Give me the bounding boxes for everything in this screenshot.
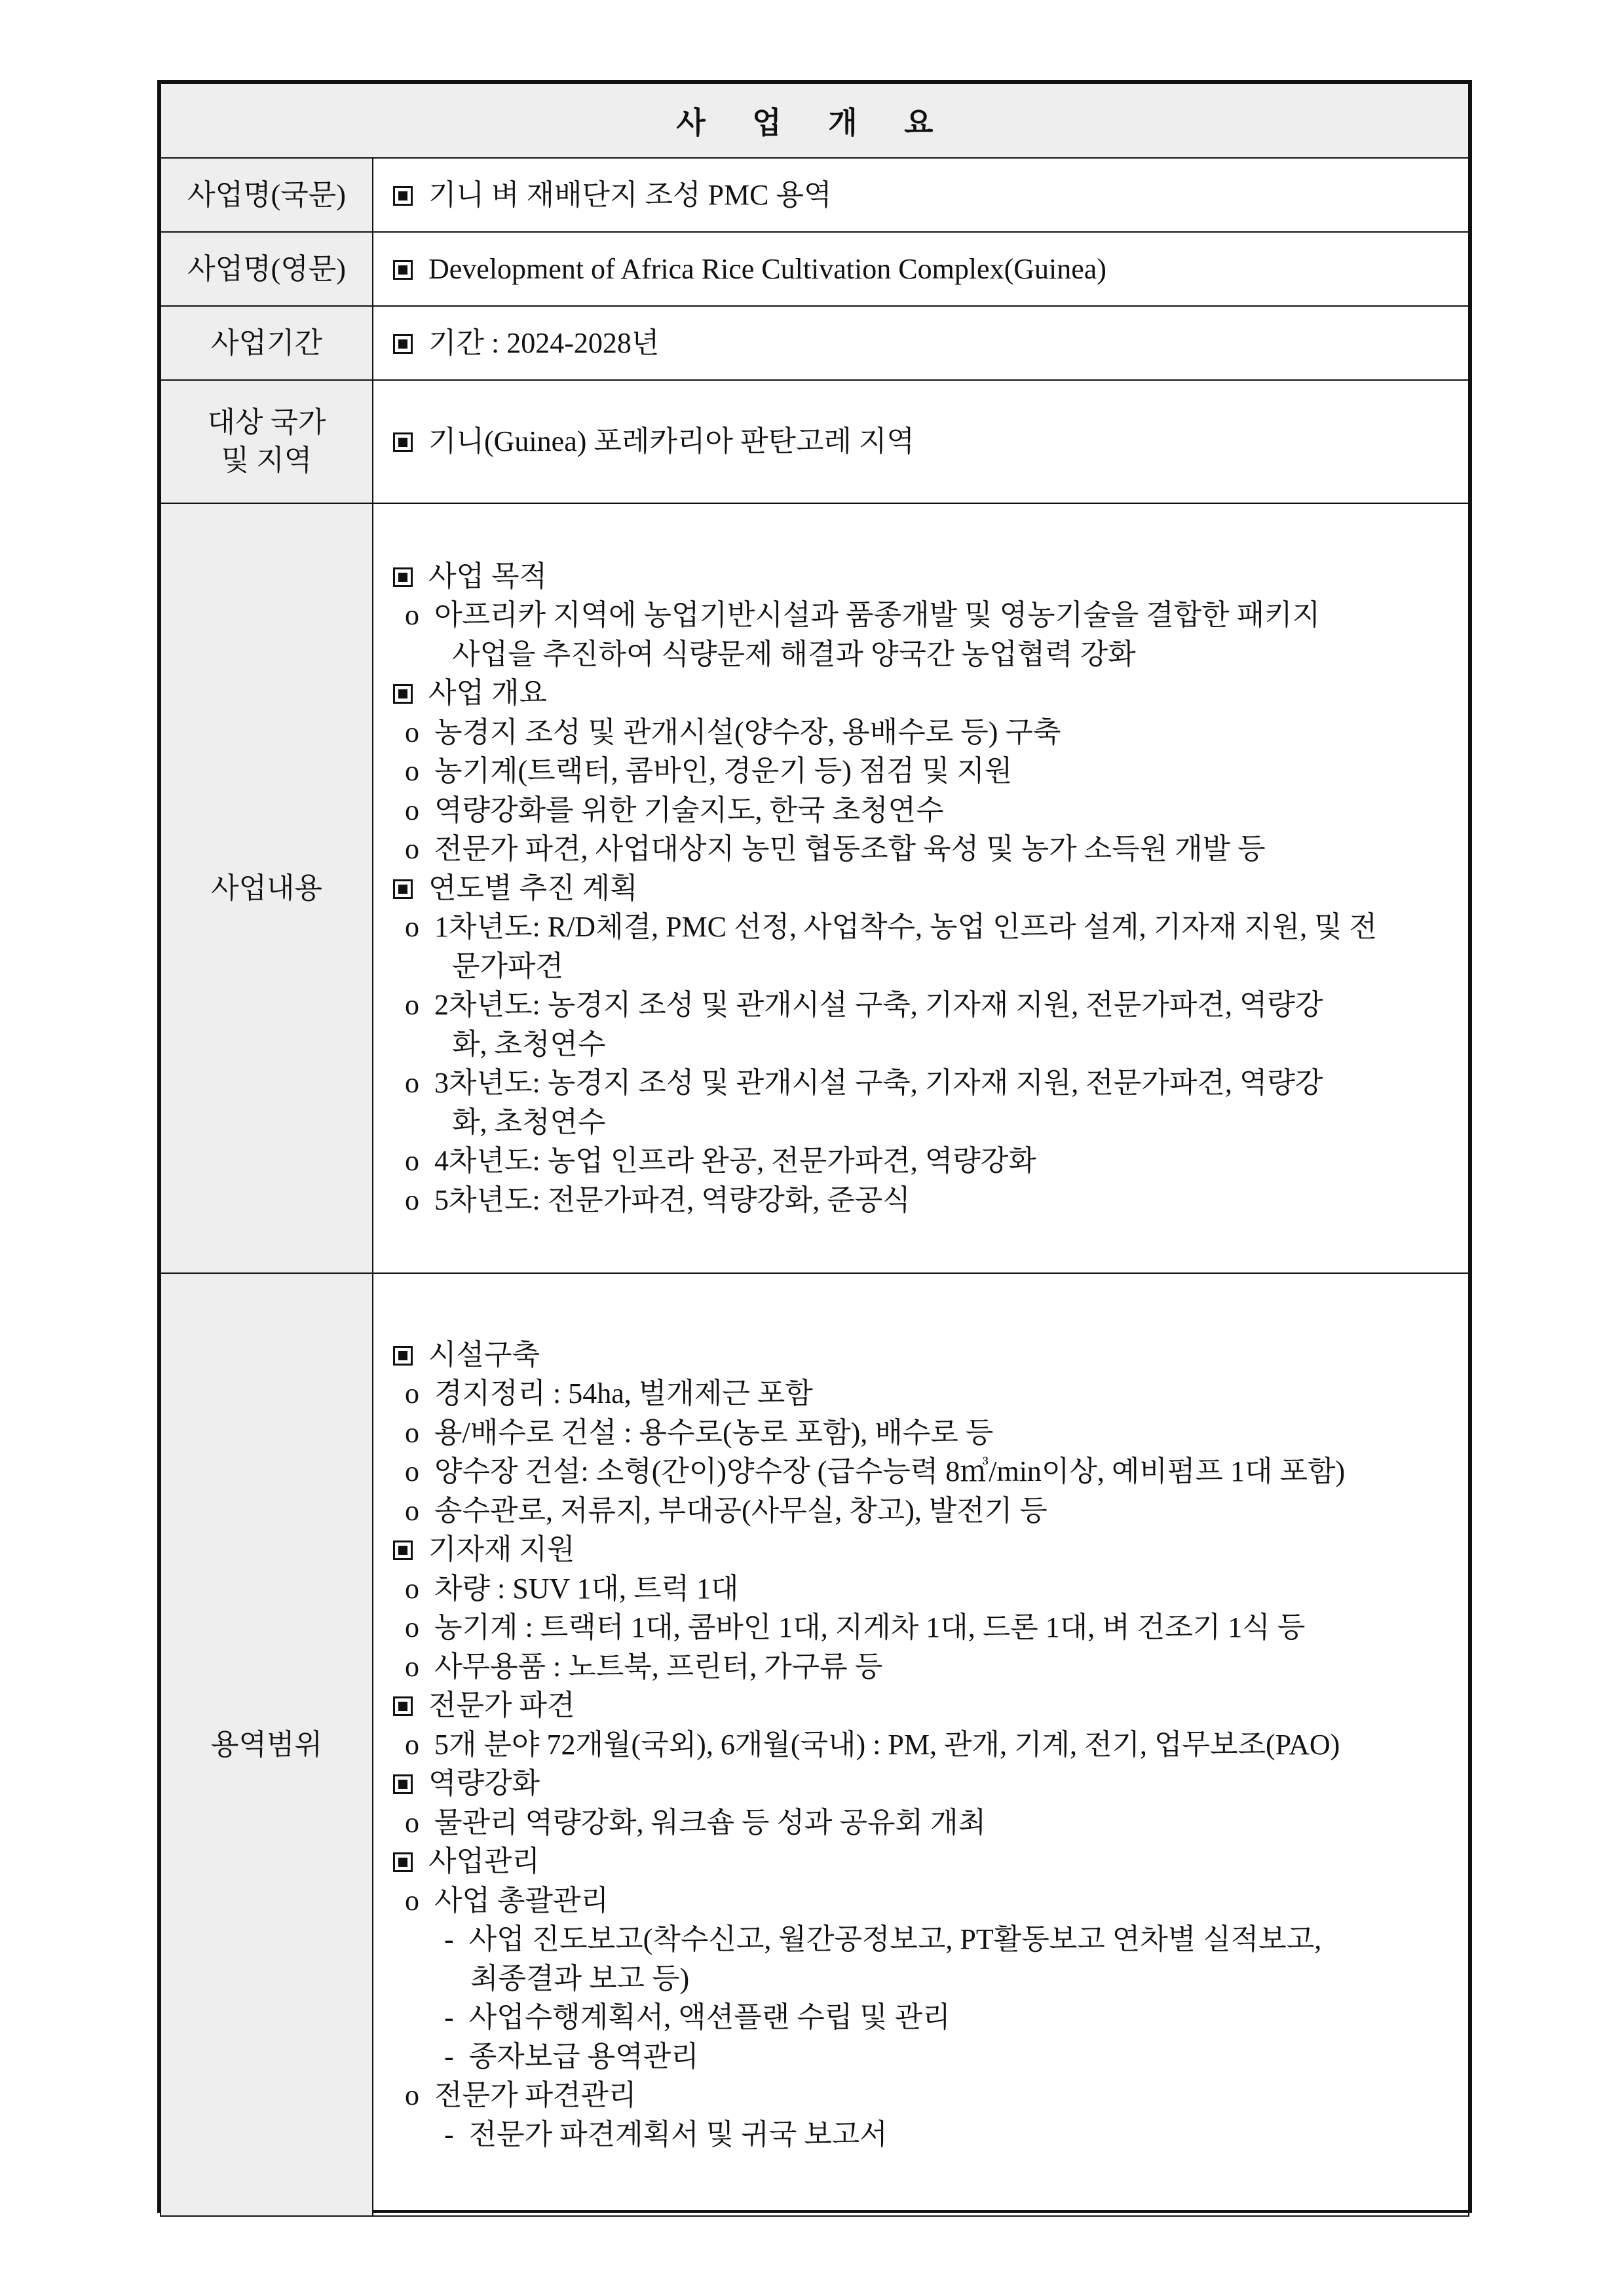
value-region-text: 기니(Guinea) 포레카리아 판탄고레 지역 [428, 425, 915, 458]
bullet-item [393, 1725, 1450, 1765]
section-heading-text: 사업 개요 [428, 677, 548, 710]
bullet-text: 경지정리 : 54ha, 벌개제근 포함 [434, 1377, 813, 1410]
bullet-item [393, 1881, 1450, 1921]
sub-bullet-text: 사업 진도보고(착수신고, 월간공정보고, PT활동보고 연차별 실적보고, [468, 1923, 1322, 1956]
bullet-text: 차량 : SUV 1대, 트럭 1대 [434, 1572, 739, 1605]
label-name-en: 사업명(영문) [161, 232, 373, 306]
bullet-item [393, 1647, 1450, 1687]
overview-table [160, 83, 1469, 2217]
continuation-text: 화, 초청연수 [452, 1027, 606, 1060]
continuation-text: 사업을 추진하여 식량문제 해결과 양국간 농업협력 강화 [452, 638, 1136, 670]
bullet-item [393, 1063, 1450, 1103]
checkbox-filled-icon [393, 1346, 413, 1366]
row-name-en [161, 232, 1469, 306]
section-heading-text: 연도별 추진 계획 [428, 871, 638, 904]
value-name-en-text: Development of Africa Rice Cultivation Complex(Guinea) [428, 252, 1106, 285]
bullet-marker: o [405, 794, 426, 826]
section-heading-text: 시설구축 [428, 1338, 540, 1371]
bullet-text: 사업 총괄관리 [434, 1884, 609, 1917]
bullet-item [393, 1569, 1450, 1609]
bullet-marker: o [405, 1067, 426, 1100]
row-content [161, 503, 1469, 1273]
section-heading [393, 557, 1450, 596]
bullet-text: 아프리카 지역에 농업기반시설과 품종개발 및 영농기술을 결합한 패키지 [434, 599, 1321, 632]
section-heading-text: 사업 목적 [428, 560, 548, 592]
bullet-text: 1차년도: R/D체결, PMC 선정, 사업착수, 농업 인프라 설계, 기자재 지원, 및 전 [434, 911, 1378, 944]
bullet-item [393, 1374, 1450, 1413]
bullet-marker: o [405, 989, 426, 1022]
row-region [161, 380, 1469, 503]
checkbox-filled-icon [393, 186, 413, 206]
project-overview-table [157, 80, 1472, 2213]
dash-marker: - [444, 1923, 461, 1956]
bullet-continuation [393, 1103, 1450, 1142]
bullet-text: 5차년도: 전문가파견, 역량강화, 준공식 [434, 1183, 911, 1216]
label-content: 사업내용 [161, 503, 373, 1273]
bullet-text: 역량강화를 위한 기술지도, 한국 초청연수 [434, 794, 944, 826]
checkbox-filled-icon [393, 879, 413, 899]
bullet-item [393, 1452, 1450, 1491]
value-period [373, 306, 1469, 380]
bullet-item [393, 791, 1450, 830]
label-region-line2: 및 지역 [221, 444, 312, 476]
section-heading-text: 역량강화 [428, 1767, 540, 1800]
bullet-marker: o [405, 1416, 426, 1449]
value-region [373, 380, 1469, 503]
value-content [373, 503, 1469, 1273]
checkbox-filled-icon [393, 1696, 413, 1716]
section-heading [393, 674, 1450, 713]
checkbox-filled-icon [393, 567, 413, 587]
bullet-item [393, 830, 1450, 869]
bullet-marker: o [405, 599, 426, 632]
section-heading [393, 1842, 1450, 1881]
bullet-marker: o [405, 1377, 426, 1410]
bullet-marker: o [405, 755, 426, 788]
bullet-text: 4차년도: 농업 인프라 완공, 전문가파견, 역량강화 [434, 1145, 1036, 1177]
bullet-marker: o [405, 911, 426, 944]
bullet-text: 3차년도: 농경지 조성 및 관개시설 구축, 기자재 지원, 전문가파견, 역량강 [434, 1067, 1323, 1100]
bullet-text: 전문가 파견, 사업대상지 농민 협동조합 육성 및 농가 소득원 개발 등 [434, 833, 1266, 866]
bullet-marker: o [405, 1494, 426, 1527]
bullet-text: 용/배수로 건설 : 용수로(농로 포함), 배수로 등 [434, 1416, 994, 1449]
section-heading [393, 1764, 1450, 1803]
section-heading [393, 1335, 1450, 1375]
bullet-text: 농경지 조성 및 관개시설(양수장, 용배수로 등) 구축 [434, 716, 1061, 748]
value-name-en [373, 232, 1469, 306]
checkbox-filled-icon [393, 1540, 413, 1560]
section-heading [393, 1686, 1450, 1725]
dash-marker: - [444, 2040, 461, 2073]
bullet-text: 2차년도: 농경지 조성 및 관개시설 구축, 기자재 지원, 전문가파견, 역량강 [434, 989, 1323, 1022]
section-heading-text: 기자재 지원 [428, 1533, 575, 1566]
bullet-item [393, 1141, 1450, 1181]
bullet-marker: o [405, 1611, 426, 1644]
scope-lines [393, 1335, 1450, 2154]
bullet-item [393, 1181, 1450, 1220]
bullet-text: 송수관로, 저류지, 부대공(사무실, 창고), 발전기 등 [434, 1494, 1048, 1527]
bullet-text: 농기계 : 트랙터 1대, 콤바인 1대, 지게차 1대, 드론 1대, 벼 건조기 1식 등 [434, 1611, 1306, 1644]
sub-bullet-item [393, 2037, 1450, 2076]
sub-bullet-continuation [393, 1959, 1450, 1999]
sub-bullet-text: 전문가 파견계획서 및 귀국 보고서 [468, 2118, 888, 2151]
bullet-marker: o [405, 1884, 426, 1917]
content-lines [393, 557, 1450, 1220]
section-heading-text: 사업관리 [428, 1845, 540, 1878]
bullet-text: 물관리 역량강화, 워크숍 등 성과 공유회 개최 [434, 1806, 987, 1839]
bullet-text: 농기계(트랙터, 콤바인, 경운기 등) 점검 및 지원 [434, 755, 1013, 788]
sub-bullet-text: 사업수행계획서, 액션플랜 수립 및 관리 [468, 2001, 951, 2034]
bullet-item [393, 596, 1450, 635]
table-title: 사 업 개 요 [161, 83, 1469, 158]
continuation-text: 최종결과 보고 등) [470, 1962, 690, 1995]
bullet-marker: o [405, 2079, 426, 2112]
bullet-marker: o [405, 1728, 426, 1761]
bullet-marker: o [405, 716, 426, 748]
bullet-item [393, 908, 1450, 947]
value-name-kr [373, 158, 1469, 232]
bullet-item [393, 1608, 1450, 1647]
sub-bullet-text: 종자보급 용역관리 [468, 2040, 699, 2073]
label-name-kr: 사업명(국문) [161, 158, 373, 232]
checkbox-filled-icon [393, 1852, 413, 1872]
sub-bullet-item [393, 1998, 1450, 2037]
checkbox-filled-icon [393, 432, 413, 452]
value-scope [373, 1273, 1469, 2216]
bullet-marker: o [405, 1183, 426, 1216]
bullet-item [393, 1491, 1450, 1531]
bullet-item [393, 752, 1450, 791]
bullet-continuation [393, 947, 1450, 986]
sub-bullet-item [393, 2115, 1450, 2154]
bullet-item [393, 1803, 1450, 1843]
bullet-item [393, 713, 1450, 752]
bullet-text: 5개 분야 72개월(국외), 6개월(국내) : PM, 관개, 기계, 전기, 업무보조(PAO) [434, 1728, 1340, 1761]
bullet-marker: o [405, 1145, 426, 1177]
bullet-marker: o [405, 1455, 426, 1488]
bullet-continuation [393, 635, 1450, 674]
section-heading-text: 전문가 파견 [428, 1689, 575, 1722]
dash-marker: - [444, 2118, 461, 2151]
checkbox-filled-icon [393, 334, 413, 354]
checkbox-filled-icon [393, 260, 413, 280]
section-heading [393, 869, 1450, 908]
bullet-continuation [393, 1025, 1450, 1064]
bullet-item [393, 985, 1450, 1025]
continuation-text: 화, 초청연수 [452, 1105, 606, 1138]
bullet-marker: o [405, 1650, 426, 1683]
continuation-text: 문가파견 [452, 949, 564, 982]
bullet-text: 양수장 건설: 소형(간이)양수장 (급수능력 8㎥/min이상, 예비펌프 1대 포함) [434, 1455, 1346, 1488]
value-name-kr-text: 기니 벼 재배단지 조성 PMC 용역 [428, 178, 832, 211]
row-scope [161, 1273, 1469, 2216]
label-scope: 용역범위 [161, 1273, 373, 2216]
value-period-text: 기간 : 2024-2028년 [428, 326, 660, 359]
bullet-marker: o [405, 1806, 426, 1839]
sub-bullet-item [393, 1920, 1450, 1959]
row-name-kr [161, 158, 1469, 232]
bullet-item [393, 1413, 1450, 1453]
checkbox-filled-icon [393, 684, 413, 704]
label-region [161, 380, 373, 503]
table-header-row [161, 83, 1469, 158]
label-period: 사업기간 [161, 306, 373, 380]
label-region-line1: 대상 국가 [207, 406, 326, 438]
section-heading [393, 1530, 1450, 1569]
bullet-marker: o [405, 1572, 426, 1605]
bullet-text: 전문가 파견관리 [434, 2079, 637, 2112]
bullet-marker: o [405, 833, 426, 866]
bullet-text: 사무용품 : 노트북, 프린터, 가구류 등 [434, 1650, 883, 1683]
checkbox-filled-icon [393, 1774, 413, 1794]
dash-marker: - [444, 2001, 461, 2034]
row-period [161, 306, 1469, 380]
bullet-item [393, 2076, 1450, 2115]
